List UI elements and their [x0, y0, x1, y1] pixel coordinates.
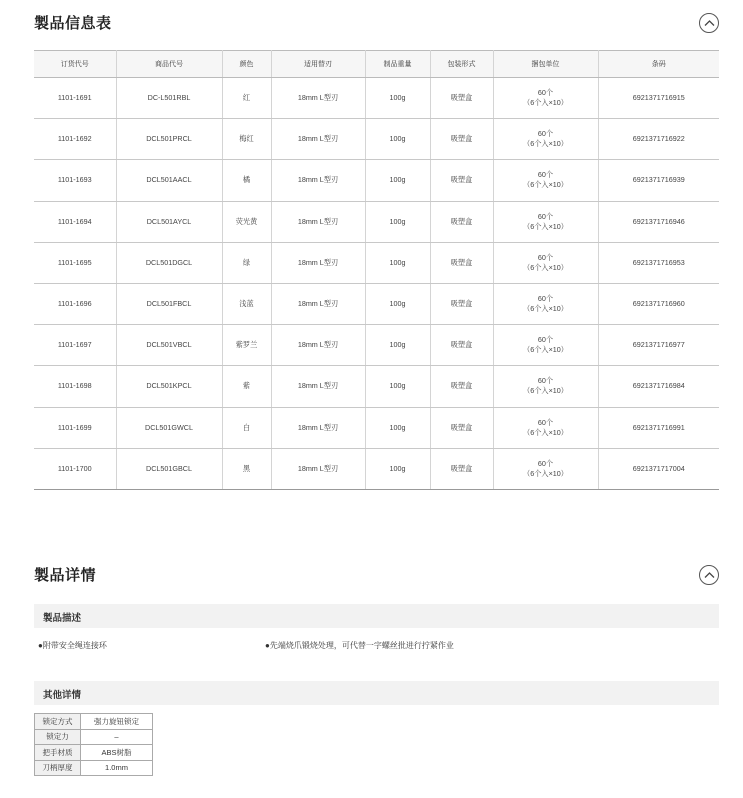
- cell-weight: 100g: [365, 119, 430, 160]
- spec-table: [34, 713, 153, 776]
- col-header: 商品代号: [116, 51, 222, 78]
- unit-count: 60个: [537, 417, 554, 427]
- cell-blade: 18mm L型刃: [271, 160, 365, 201]
- cell-weight: 100g: [365, 160, 430, 201]
- table-row: [34, 78, 719, 119]
- cell-barcode: 6921371716946: [598, 201, 719, 242]
- cell-weight: 100g: [365, 242, 430, 283]
- cell-weight: 100g: [365, 407, 430, 448]
- cell-barcode: 6921371717004: [598, 448, 719, 489]
- cell-barcode: 6921371716960: [598, 283, 719, 324]
- cell-color: 黑: [222, 448, 271, 489]
- cell-color: 红: [222, 78, 271, 119]
- cell-color: 紫: [222, 366, 271, 407]
- spec-row: [35, 745, 153, 761]
- unit-count: 60个: [537, 458, 554, 468]
- cell-product-code: DCL501GBCL: [116, 448, 222, 489]
- cell-unit: [493, 78, 598, 119]
- cell-product-code: DCL501GWCL: [116, 407, 222, 448]
- unit-pack: （6个入×10）: [523, 386, 568, 396]
- cell-barcode: 6921371716953: [598, 242, 719, 283]
- cell-color: 白: [222, 407, 271, 448]
- col-header: 包装形式: [430, 51, 493, 78]
- cell-order-code: 1101-1700: [34, 448, 116, 489]
- cell-blade: 18mm L型刃: [271, 283, 365, 324]
- table-row: [34, 366, 719, 407]
- cell-barcode: 6921371716915: [598, 78, 719, 119]
- col-header: 颜色: [222, 51, 271, 78]
- cell-weight: 100g: [365, 283, 430, 324]
- product-details-title: 製品详情: [34, 567, 97, 584]
- unit-count: 60个: [537, 88, 554, 98]
- unit-pack: （6个入×10）: [523, 427, 568, 437]
- cell-product-code: DCL501PRCL: [116, 119, 222, 160]
- cell-packaging: 吸塑盒: [430, 325, 493, 366]
- unit-count: 60个: [537, 335, 554, 345]
- cell-unit: [493, 160, 598, 201]
- cell-unit: [493, 119, 598, 160]
- cell-color: 浅蓝: [222, 283, 271, 324]
- unit-pack: （6个入×10）: [523, 262, 568, 272]
- cell-blade: 18mm L型刃: [271, 448, 365, 489]
- product-details-header: [34, 562, 719, 588]
- unit-count: 60个: [537, 170, 554, 180]
- cell-order-code: 1101-1694: [34, 201, 116, 242]
- col-header: 制品重量: [365, 51, 430, 78]
- col-header: 适用替刃: [271, 51, 365, 78]
- cell-blade: 18mm L型刃: [271, 366, 365, 407]
- cell-blade: 18mm L型刃: [271, 407, 365, 448]
- description-subheader: [34, 604, 719, 628]
- cell-packaging: 吸塑盒: [430, 366, 493, 407]
- cell-product-code: DCL501DGCL: [116, 242, 222, 283]
- cell-unit: [493, 325, 598, 366]
- cell-blade: 18mm L型刃: [271, 325, 365, 366]
- spec-key: 锁定方式: [35, 714, 81, 730]
- cell-order-code: 1101-1692: [34, 119, 116, 160]
- cell-unit: [493, 407, 598, 448]
- cell-color: 梅红: [222, 119, 271, 160]
- collapse-product-info-button[interactable]: [699, 13, 719, 33]
- unit-count: 60个: [537, 252, 554, 262]
- table-row: [34, 407, 719, 448]
- cell-order-code: 1101-1698: [34, 366, 116, 407]
- cell-blade: 18mm L型刃: [271, 78, 365, 119]
- cell-unit: [493, 201, 598, 242]
- table-row: [34, 201, 719, 242]
- col-header: 捆包单位: [493, 51, 598, 78]
- cell-order-code: 1101-1697: [34, 325, 116, 366]
- cell-weight: 100g: [365, 78, 430, 119]
- cell-barcode: 6921371716922: [598, 119, 719, 160]
- cell-weight: 100g: [365, 201, 430, 242]
- cell-unit: [493, 448, 598, 489]
- cell-packaging: 吸塑盒: [430, 160, 493, 201]
- spec-value: –: [81, 729, 153, 745]
- cell-packaging: 吸塑盒: [430, 407, 493, 448]
- unit-count: 60个: [537, 376, 554, 386]
- col-header: 订货代号: [34, 51, 116, 78]
- other-details-heading: 其他详情: [43, 690, 82, 701]
- cell-unit: [493, 366, 598, 407]
- cell-barcode: 6921371716977: [598, 325, 719, 366]
- product-info-header: [34, 10, 719, 36]
- cell-weight: 100g: [365, 325, 430, 366]
- table-header-row: [34, 51, 719, 78]
- cell-unit: [493, 283, 598, 324]
- spec-key: 刀柄厚度: [35, 760, 81, 776]
- cell-blade: 18mm L型刃: [271, 242, 365, 283]
- cell-barcode: 6921371716991: [598, 407, 719, 448]
- spec-row: [35, 714, 153, 730]
- other-details-subheader: [34, 681, 719, 705]
- col-header: 条码: [598, 51, 719, 78]
- unit-count: 60个: [537, 294, 554, 304]
- cell-weight: 100g: [365, 366, 430, 407]
- cell-packaging: 吸塑盒: [430, 283, 493, 324]
- cell-color: 紫罗兰: [222, 325, 271, 366]
- cell-packaging: 吸塑盒: [430, 448, 493, 489]
- spec-value: 强力旋钮锁定: [81, 714, 153, 730]
- cell-product-code: DCL501KPCL: [116, 366, 222, 407]
- cell-product-code: DCL501FBCL: [116, 283, 222, 324]
- cell-order-code: 1101-1691: [34, 78, 116, 119]
- chevron-up-icon: [704, 19, 715, 27]
- product-info-table: [34, 50, 719, 490]
- description-bullet: ●附带安全绳连接环: [38, 641, 107, 650]
- cell-blade: 18mm L型刃: [271, 201, 365, 242]
- unit-pack: （6个入×10）: [523, 98, 568, 108]
- unit-pack: （6个入×10）: [523, 139, 568, 149]
- description-bullet: ●先端烧爪锻烧处理，可代替一字螺丝批进行拧紧作业: [265, 641, 454, 650]
- table-row: [34, 325, 719, 366]
- cell-color: 荧光黄: [222, 201, 271, 242]
- cell-blade: 18mm L型刃: [271, 119, 365, 160]
- cell-order-code: 1101-1693: [34, 160, 116, 201]
- cell-order-code: 1101-1699: [34, 407, 116, 448]
- cell-packaging: 吸塑盒: [430, 78, 493, 119]
- spec-key: 锁定力: [35, 729, 81, 745]
- spec-row: [35, 729, 153, 745]
- cell-unit: [493, 242, 598, 283]
- spec-value: 1.0mm: [81, 760, 153, 776]
- spec-value: ABS树脂: [81, 745, 153, 761]
- table-row: [34, 283, 719, 324]
- cell-product-code: DCL501VBCL: [116, 325, 222, 366]
- unit-pack: （6个入×10）: [523, 180, 568, 190]
- unit-pack: （6个入×10）: [523, 221, 568, 231]
- cell-product-code: DC-L501RBL: [116, 78, 222, 119]
- cell-weight: 100g: [365, 448, 430, 489]
- collapse-product-details-button[interactable]: [699, 565, 719, 585]
- description-heading: 製品描述: [43, 613, 82, 624]
- cell-packaging: 吸塑盒: [430, 242, 493, 283]
- unit-count: 60个: [537, 211, 554, 221]
- spec-row: [35, 760, 153, 776]
- cell-product-code: DCL501AYCL: [116, 201, 222, 242]
- unit-pack: （6个入×10）: [523, 468, 568, 478]
- chevron-up-icon: [704, 571, 715, 579]
- product-info-title: 製品信息表: [34, 15, 112, 32]
- cell-color: 橘: [222, 160, 271, 201]
- cell-product-code: DCL501AACL: [116, 160, 222, 201]
- unit-count: 60个: [537, 129, 554, 139]
- cell-order-code: 1101-1696: [34, 283, 116, 324]
- cell-barcode: 6921371716939: [598, 160, 719, 201]
- unit-pack: （6个入×10）: [523, 304, 568, 314]
- table-row: [34, 448, 719, 489]
- table-row: [34, 242, 719, 283]
- table-row: [34, 160, 719, 201]
- cell-order-code: 1101-1695: [34, 242, 116, 283]
- spec-key: 把手材质: [35, 745, 81, 761]
- cell-packaging: 吸塑盒: [430, 119, 493, 160]
- cell-barcode: 6921371716984: [598, 366, 719, 407]
- table-row: [34, 119, 719, 160]
- cell-packaging: 吸塑盒: [430, 201, 493, 242]
- cell-color: 绿: [222, 242, 271, 283]
- unit-pack: （6个入×10）: [523, 345, 568, 355]
